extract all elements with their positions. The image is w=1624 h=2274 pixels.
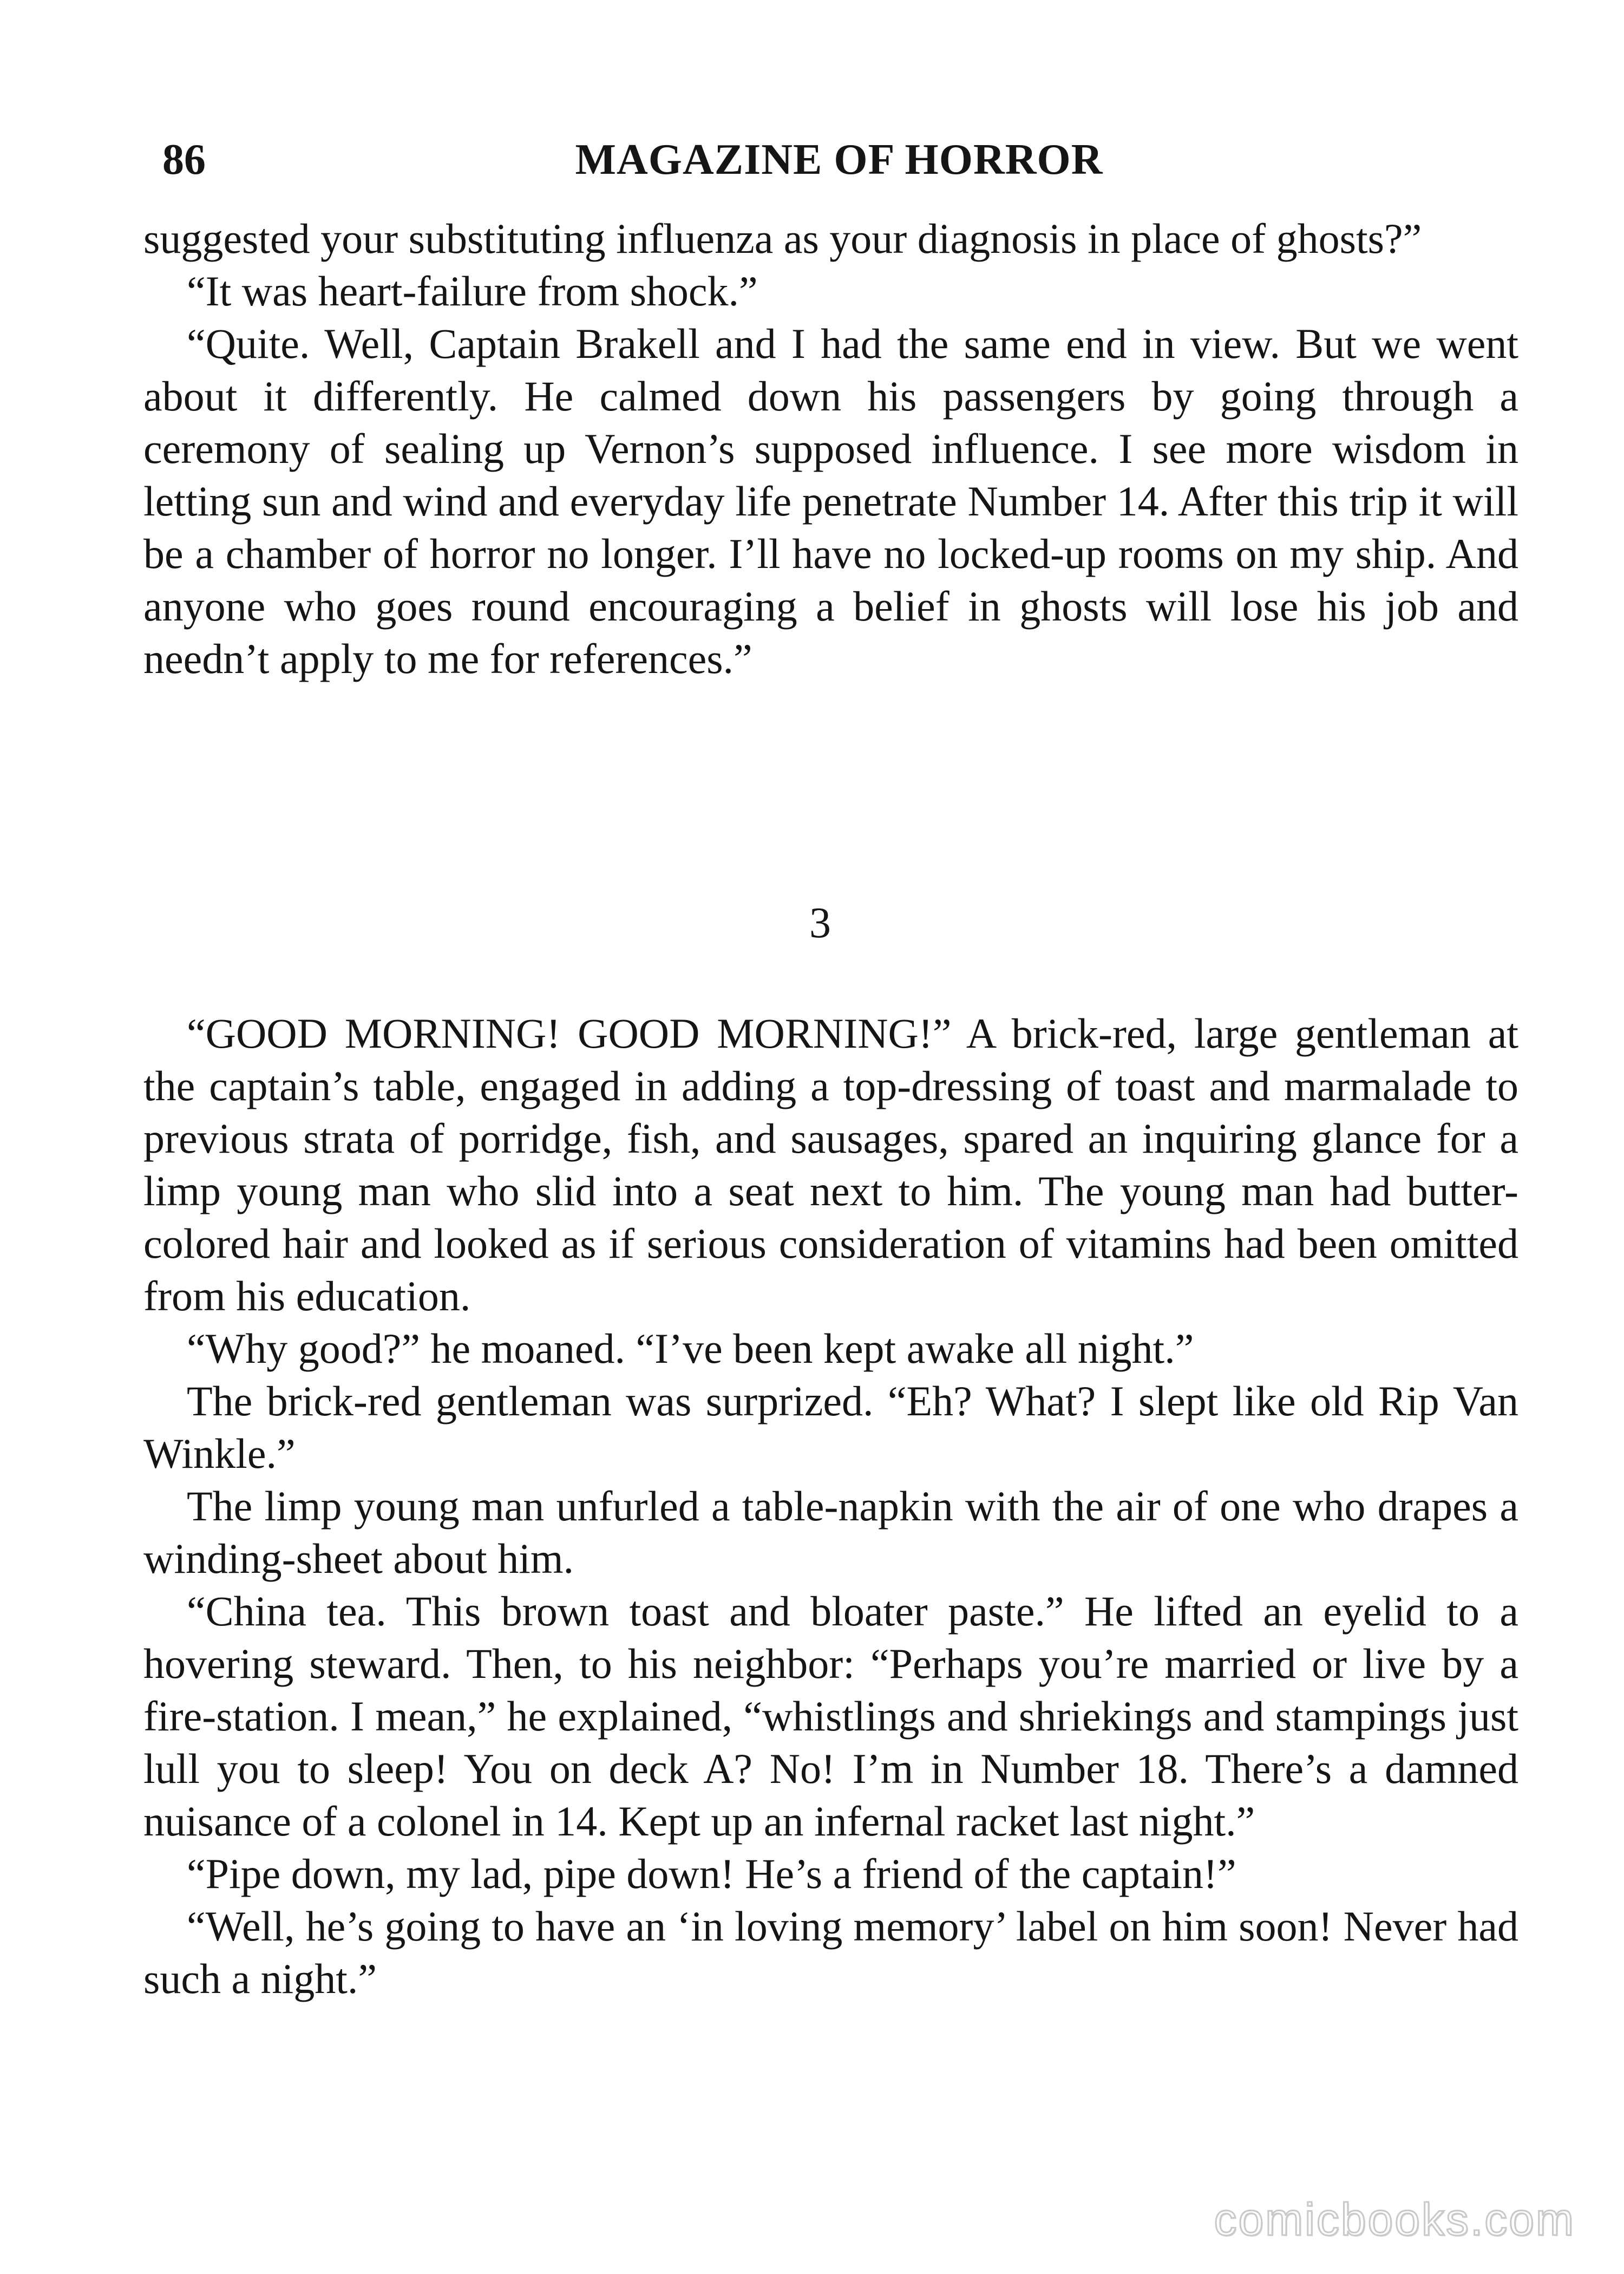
paragraph: “GOOD MORNING! GOOD MORNING!” A brick-red, large gentleman at the captain’s table, engaged in adding a top-dressing of toast and marmalade to previous strata of porridge, fish, and sausages, spared an inquiring glance for a limp young man who slid into a seat next to him. The young man had butter-colored hair and looked as if serious consideration of vitamins had been omitted from his education. (143, 1010, 1518, 1319)
text-block-after-break (143, 1007, 1518, 2005)
section-number: 3 (809, 899, 831, 947)
paragraph: “Well, he’s going to have an ‘in loving memory’ label on him soon! Never had such a night.” (143, 1903, 1518, 2002)
paragraph: “It was heart-failure from shock.” (187, 267, 758, 315)
site-watermark: comicbooks.com (1214, 2194, 1575, 2245)
running-head: MAGAZINE OF HORROR (575, 136, 1103, 184)
paragraph: “China tea. This brown toast and bloater paste.” He lifted an eyelid to a hovering steward. Then, to his neighbor: “Perhaps you’re married or live by a fire-station. I mean,” he explained, “whistlings and shriekings and stampings just lull you to sleep! You on deck A? No! I’m in Number 18. There’s a damned nuisance of a colonel in 14. Kept up an infernal racket last night.” (143, 1587, 1518, 1845)
paragraph: “Why good?” he moaned. “I’ve been kept awake all night.” (187, 1325, 1194, 1372)
paragraph: suggested your substituting influenza as your diagnosis in place of ghosts?” (143, 215, 1422, 262)
paragraph: “Quite. Well, Captain Brakell and I had the same end in view. But we went about it differently. He calmed down his passengers by going through a ceremony of sealing up Vernon’s supposed influence. I see more wisdom in letting sun and wind and everyday life penetrate Number 14. After this trip it will be a chamber of horror no longer. I’ll have no locked-up rooms on my ship. And anyone who goes round encouraging a belief in ghosts will lose his job and needn’t apply to me for references.” (143, 320, 1518, 682)
paragraph: The brick-red gentleman was surprized. “Eh? What? I slept like old Rip Van Winkle.” (143, 1377, 1518, 1477)
page-header (162, 130, 1516, 190)
paragraph: “Pipe down, my lad, pipe down! He’s a friend of the captain!” (187, 1850, 1236, 1897)
paragraph: The limp young man unfurled a table-napkin with the air of one who drapes a winding-sheet about him. (143, 1482, 1518, 1582)
page-number: 86 (162, 136, 206, 184)
text-block-before-break (143, 212, 1518, 685)
